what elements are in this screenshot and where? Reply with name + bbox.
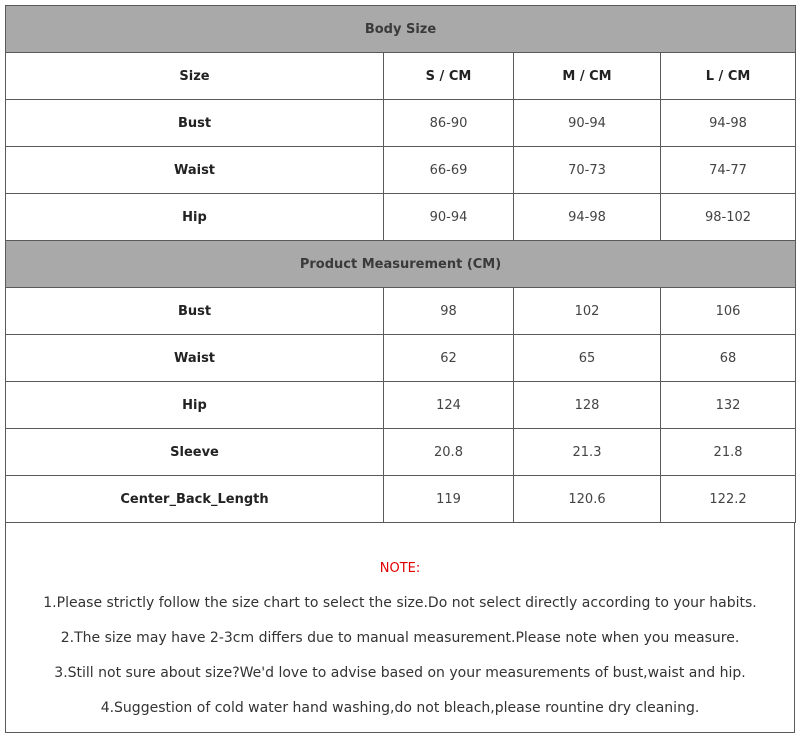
cell-m: 102 [514, 288, 661, 335]
body-size-section-row [6, 6, 796, 53]
cell-l: 21.8 [661, 429, 796, 476]
note-line-1: 1.Please strictly follow the size chart to select the size.Do not select directly according to your habits. [43, 595, 757, 611]
header-s: S / CM [384, 53, 514, 100]
cell-m: 21.3 [514, 429, 661, 476]
table-row [6, 335, 796, 382]
note-line-4: 4.Suggestion of cold water hand washing,do not bleach,please rountine dry cleaning. [100, 700, 700, 716]
cell-l: 98-102 [661, 194, 796, 241]
notes-panel [5, 523, 795, 733]
header-m: M / CM [514, 53, 661, 100]
row-label: Waist [6, 147, 384, 194]
cell-s: 20.8 [384, 429, 514, 476]
cell-m: 90-94 [514, 100, 661, 147]
size-table [5, 5, 796, 523]
header-size: Size [6, 53, 384, 100]
table-row [6, 288, 796, 335]
table-row [6, 429, 796, 476]
row-label: Bust [6, 288, 384, 335]
row-label: Hip [6, 382, 384, 429]
cell-m: 120.6 [514, 476, 661, 523]
table-row [6, 382, 796, 429]
cell-m: 65 [514, 335, 661, 382]
row-label: Center_Back_Length [6, 476, 384, 523]
table-row [6, 194, 796, 241]
cell-l: 74-77 [661, 147, 796, 194]
cell-m: 128 [514, 382, 661, 429]
header-row [6, 53, 796, 100]
row-label: Waist [6, 335, 384, 382]
cell-s: 119 [384, 476, 514, 523]
row-label: Sleeve [6, 429, 384, 476]
header-l: L / CM [661, 53, 796, 100]
cell-l: 68 [661, 335, 796, 382]
table-row [6, 147, 796, 194]
cell-s: 124 [384, 382, 514, 429]
cell-l: 132 [661, 382, 796, 429]
cell-s: 98 [384, 288, 514, 335]
cell-m: 70-73 [514, 147, 661, 194]
note-title: NOTE: [379, 561, 421, 576]
cell-s: 66-69 [384, 147, 514, 194]
cell-l: 94-98 [661, 100, 796, 147]
note-line-3: 3.Still not sure about size?We'd love to advise based on your measurements of bust,waist and hip. [54, 665, 746, 681]
row-label: Bust [6, 100, 384, 147]
table-row [6, 100, 796, 147]
product-measurement-title: Product Measurement (CM) [6, 241, 796, 288]
product-section-row [6, 241, 796, 288]
cell-s: 86-90 [384, 100, 514, 147]
note-line-2: 2.The size may have 2-3cm differs due to manual measurement.Please note when you measure. [60, 630, 740, 646]
size-chart [5, 5, 796, 733]
row-label: Hip [6, 194, 384, 241]
body-size-title: Body Size [6, 6, 796, 53]
cell-l: 106 [661, 288, 796, 335]
cell-s: 62 [384, 335, 514, 382]
table-row [6, 476, 796, 523]
cell-s: 90-94 [384, 194, 514, 241]
cell-m: 94-98 [514, 194, 661, 241]
cell-l: 122.2 [661, 476, 796, 523]
